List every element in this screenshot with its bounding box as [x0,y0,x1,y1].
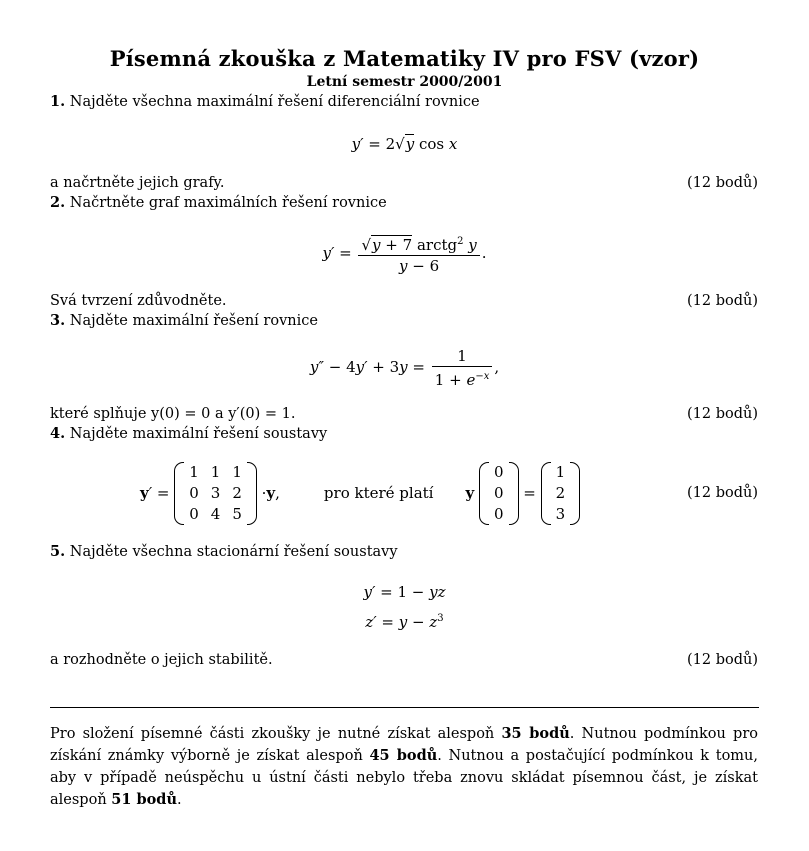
problem-5-points: (12 bodů) [686,652,758,668]
problem-2-statement [50,194,758,212]
problem-4-mid: pro které platí [323,484,434,502]
problem-5-equation-2: $z' = y - z^3$ [365,613,444,631]
problem-2-after: Svá tvrzení zdůvodněte. [50,293,227,309]
problem-3-after: které splňuje y(0) = 0 a y′(0) = 1. [50,406,296,422]
problem-4-points: (12 bodů) [686,485,758,501]
initial-value-vector: 1 2 3 [541,462,581,525]
note-text-3: . Nutnou a postačující podmínkou k tomu, aby v případě neúspěchu u ústní části nebylo třeba znovu skládat písemnou část, je získat alespoň [50,748,758,808]
page-subtitle: Letní semestr 2000/2001 [306,74,503,90]
problem-5-statement [50,543,758,561]
note-text-1: Pro složení písemné části zkoušky je nutné získat alespoň [50,726,502,742]
problem-3-statement [50,312,758,330]
note-threshold-45: 45 bodů [369,747,438,764]
problem-5-equation-1: y′ = 1 − yz [363,583,446,601]
problem-4-text: Najděte maximální řešení soustavy [69,426,328,442]
problem-2-equation: y′ = $\frac{√y + 7 arctg^2 y}{y - 6}$ . [0,232,809,276]
problem-1-number: 1. [50,93,66,110]
problem-5-text: Najděte všechna stacionární řešení soustavy [69,544,398,560]
problem-3-points: (12 bodů) [686,406,758,422]
note-threshold-35: 35 bodů [501,725,570,742]
problem-1-equation: y′ = 2√y cos x [351,135,458,153]
page-title: Písemná zkouška z Matematiky IV pro FSV (vzor) [109,46,700,71]
problem-1-statement [50,93,758,111]
problem-3-number: 3. [50,312,66,329]
note-text-4: . [176,792,182,808]
note-text-2: . Nutnou podmínkou pro získání známky výborně je získat alespoň [50,726,759,764]
problem-5-after: a rozhodněte o jejich stabilitě. [50,652,273,668]
problem-2-points: (12 bodů) [686,293,758,309]
problem-1-after: a načrtněte jejich grafy. [50,175,225,191]
problem-5-number: 5. [50,543,66,560]
problem-4-statement [50,425,758,443]
problem-2-text: Načrtněte graf maximálních řešení rovnice [69,195,387,211]
problem-3-text: Najděte maximální řešení rovnice [69,313,318,329]
problem-4-number: 4. [50,425,66,442]
problem-4-equation: y ′ = 1 1 1 0 3 2 0 4 5 · y , pro které platí y 0 0 0 = 1 2 3 [140,460,580,526]
problem-1-text: Najděte všechna maximální řešení diferenciální rovnice [69,94,480,110]
problem-3-equation: y″ − 4y′ + 3y = $\frac{1}{1 + e^{-x}}$ , [309,347,500,389]
problem-1-points: (12 bodů) [686,175,758,191]
coefficient-matrix: 1 1 1 0 3 2 0 4 5 [174,462,257,525]
initial-vector: 0 0 0 [479,462,519,525]
divider [50,707,759,708]
problem-2-number: 2. [50,194,66,211]
note-threshold-51: 51 bodů [111,791,177,808]
grading-note [50,723,758,811]
